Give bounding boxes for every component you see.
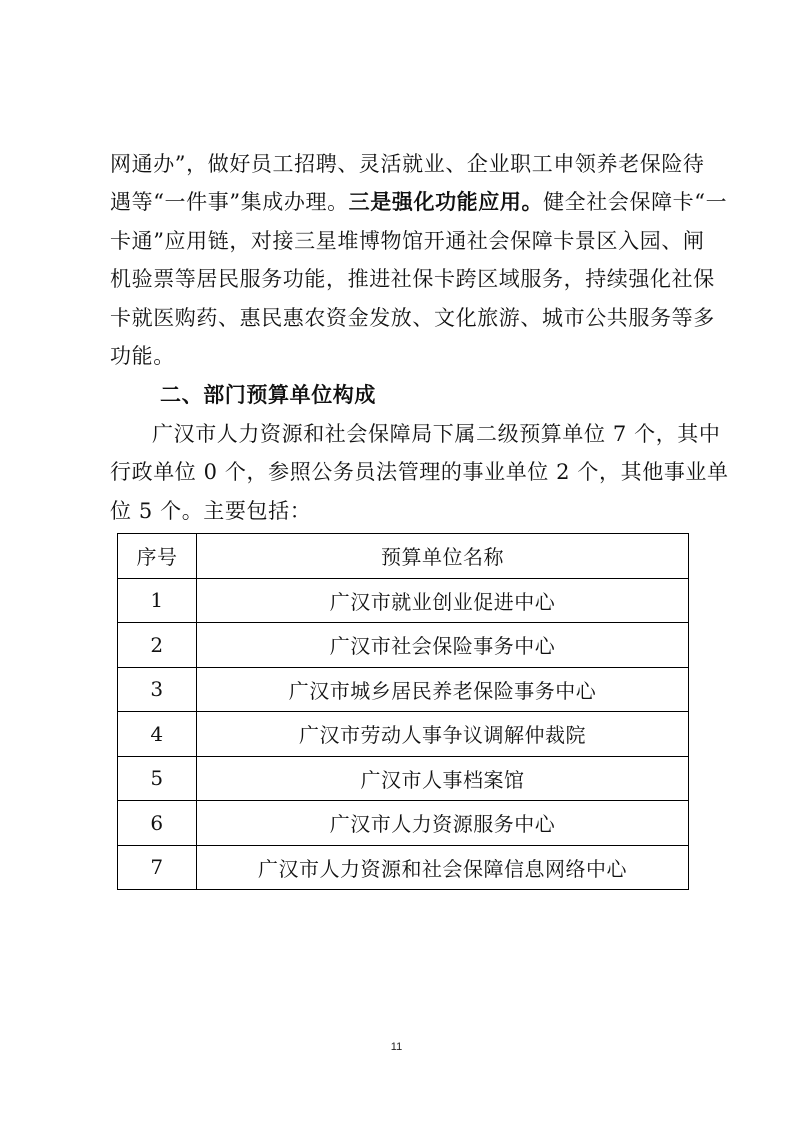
unit-name: 广汉市人事档案馆 <box>197 756 689 801</box>
unit-name: 广汉市城乡居民养老保险事务中心 <box>197 667 689 712</box>
body-text-line: 卡通”应用链，对接三星堆博物馆开通社会保障卡景区入园、闸 <box>110 229 705 253</box>
table-row <box>118 756 689 801</box>
body-text-line: 功能。 <box>110 344 175 368</box>
row-number: 1 <box>118 578 197 623</box>
row-number: 4 <box>118 712 197 757</box>
body-text-line: 卡就医购药、惠民惠农资金发放、文化旅游、城市公共服务等多 <box>110 306 715 330</box>
row-number: 2 <box>118 623 197 668</box>
table-row <box>118 623 689 668</box>
table-row <box>118 845 689 890</box>
row-number: 3 <box>118 667 197 712</box>
row-number: 5 <box>118 756 197 801</box>
table-row <box>118 801 689 846</box>
unit-name: 广汉市人力资源和社会保障信息网络中心 <box>197 845 689 890</box>
section-heading: 二、部门预算单位构成 <box>160 383 376 407</box>
unit-name: 广汉市劳动人事争议调解仲裁院 <box>197 712 689 757</box>
body-text-line: 机验票等居民服务功能，推进社保卡跨区域服务，持续强化社保 <box>110 267 715 291</box>
row-number: 6 <box>118 801 197 846</box>
unit-name: 广汉市人力资源服务中心 <box>197 801 689 846</box>
table-row <box>118 712 689 757</box>
table-header-row <box>118 534 689 579</box>
body-text-line: 位 5 个。主要包括： <box>110 499 312 523</box>
body-text-segment: 健全社会保障卡“一 <box>543 190 728 214</box>
table-row <box>118 667 689 712</box>
body-text-line: 网通办”，做好员工招聘、灵活就业、企业职工申领养老保险待 <box>110 152 705 176</box>
unit-name: 广汉市就业创业促进中心 <box>197 578 689 623</box>
budget-units-table <box>117 533 689 890</box>
row-number: 7 <box>118 845 197 890</box>
unit-name: 广汉市社会保险事务中心 <box>197 623 689 668</box>
header-cell-number: 序号 <box>118 534 197 579</box>
bold-emphasis: 三是强化功能应用。 <box>348 190 544 214</box>
header-cell-unit-name: 预算单位名称 <box>197 534 689 579</box>
body-text-line: 广汉市人力资源和社会保障局下属二级预算单位 7 个，其中 <box>152 422 721 446</box>
body-text-line <box>110 188 728 217</box>
body-text-line: 行政单位 0 个，参照公务员法管理的事业单位 2 个，其他事业单 <box>110 460 729 484</box>
body-text-segment: 遇等“一件事”集成办理。 <box>110 190 349 214</box>
table-row <box>118 578 689 623</box>
page-number: 11 <box>390 1041 403 1053</box>
